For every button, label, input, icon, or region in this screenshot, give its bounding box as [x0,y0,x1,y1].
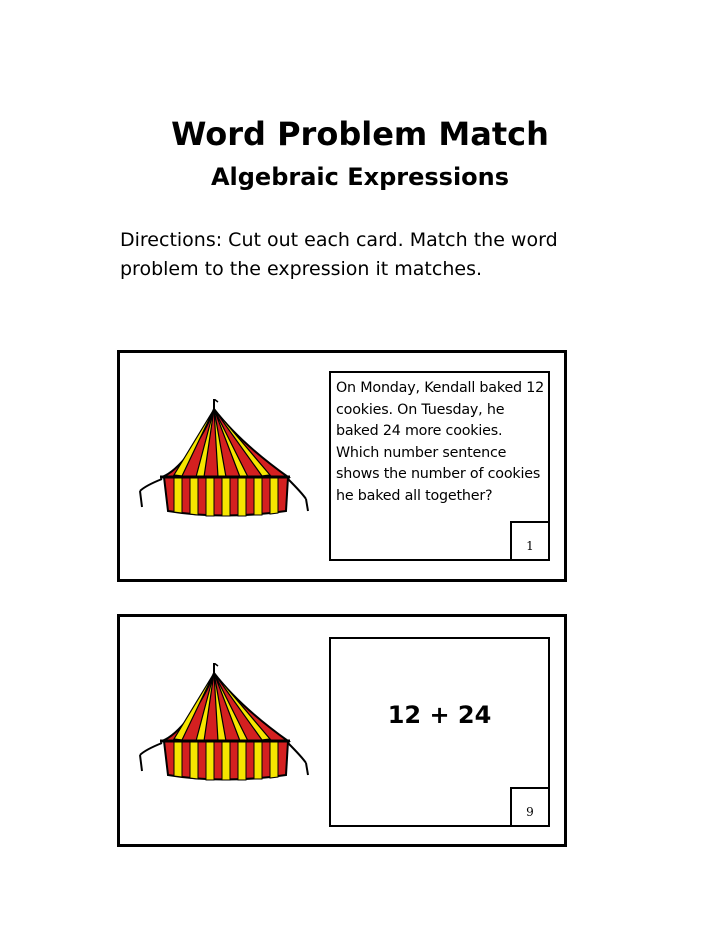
card-number: 1 [526,539,534,553]
card-number-box [510,521,550,561]
directions-text: Directions: Cut out each card. Match the word problem to the expression it matches. [120,229,558,280]
card-number-box [510,787,550,827]
match-card-word-problem[interactable] [117,350,567,582]
word-problem-text: On Monday, Kendall baked 12 cookies. On Tuesday, he baked 24 more cookies. Which number sentence shows the number of cookies he baked all together? [336,380,545,504]
circus-tent-icon [138,663,310,783]
page-subtitle: Algebraic Expressions [210,163,510,191]
match-card-expression[interactable] [117,614,567,847]
circus-tent-icon [138,399,310,519]
expression-box [329,637,550,827]
card-number: 9 [526,805,534,819]
word-problem-box [329,371,550,561]
expression-text: 12 + 24 [387,701,492,729]
page-title: Word Problem Match [171,115,549,153]
